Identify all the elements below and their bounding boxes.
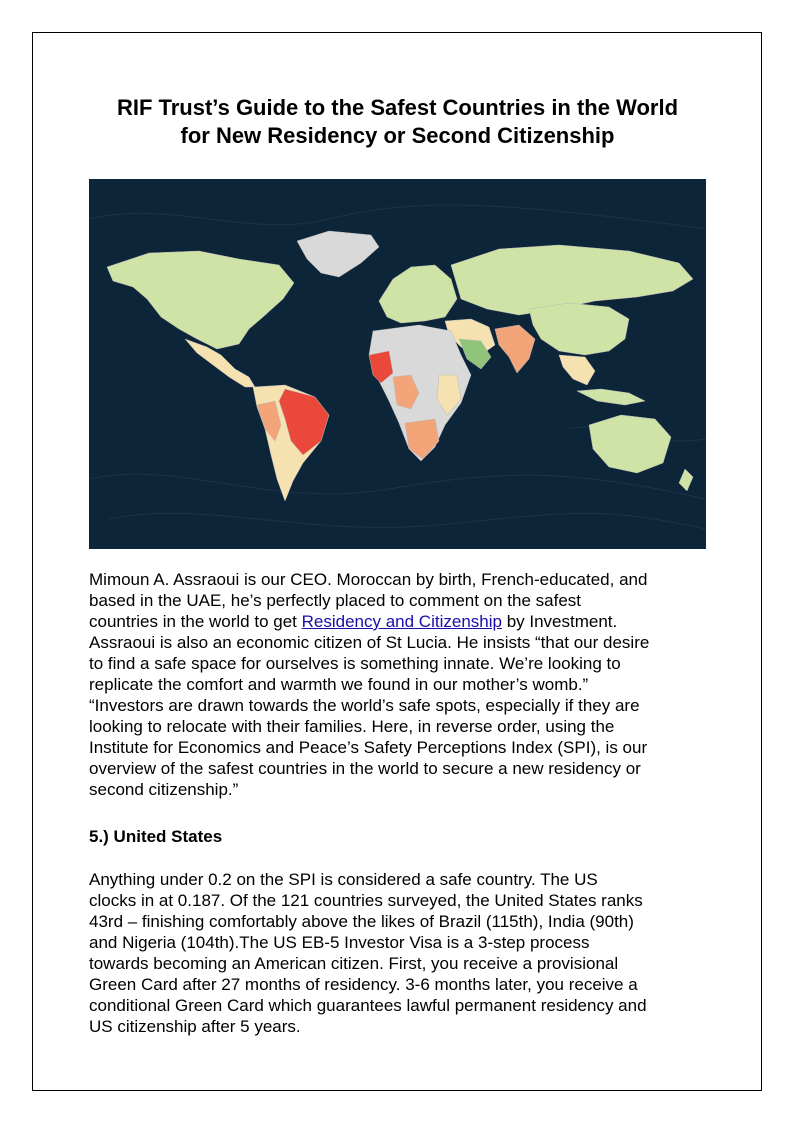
intro-line: based in the UAE, he’s perfectly placed to comment on the safest — [89, 591, 582, 610]
section-line: and Nigeria (104th).The US EB-5 Investor Visa is a 3-step process — [89, 933, 590, 952]
intro-line: second citizenship.” — [89, 780, 239, 799]
intro-paragraph — [89, 569, 709, 800]
world-safety-map — [89, 179, 706, 549]
page-title — [89, 94, 706, 150]
intro-line: to find a safe space for ourselves is something innate. We’re looking to — [89, 654, 621, 673]
intro-line: looking to relocate with their families. Here, in reverse order, using the — [89, 717, 615, 736]
intro-line: Assraoui is also an economic citizen of St Lucia. He insists “that our desire — [89, 633, 650, 652]
intro-line: Mimoun A. Assraoui is our CEO. Moroccan by birth, French-educated, and — [89, 570, 648, 589]
intro-text: by Investment. — [501, 612, 618, 631]
residency-citizenship-link[interactable]: Residency and Citizenship — [301, 612, 502, 631]
intro-line: replicate the comfort and warmth we found in our mother’s womb.” — [89, 675, 589, 694]
intro-line — [89, 611, 709, 632]
intro-line: overview of the safest countries in the world to secure a new residency or — [89, 759, 641, 778]
section-line: 43rd – finishing comfortably above the likes of Brazil (115th), India (90th) — [89, 912, 634, 931]
section-line: conditional Green Card which guarantees lawful permanent residency and — [89, 996, 647, 1015]
section-heading: 5.) United States — [89, 827, 223, 846]
title-line-2: for New Residency or Second Citizenship — [180, 123, 615, 148]
section-line: US citizenship after 5 years. — [89, 1017, 301, 1036]
section-line: Green Card after 27 months of residency. 3-6 months later, you receive a — [89, 975, 638, 994]
intro-line: Institute for Economics and Peace’s Safety Perceptions Index (SPI), is our — [89, 738, 648, 757]
section-line: Anything under 0.2 on the SPI is considered a safe country. The US — [89, 870, 598, 889]
section-paragraph — [89, 869, 709, 1037]
title-line-1: RIF Trust’s Guide to the Safest Countries in the World — [116, 95, 679, 120]
intro-text: countries in the world to get — [89, 612, 302, 631]
intro-line: “Investors are drawn towards the world’s safe spots, especially if they are — [89, 696, 640, 715]
section-line: clocks in at 0.187. Of the 121 countries surveyed, the United States ranks — [89, 891, 643, 910]
section-line: towards becoming an American citizen. First, you receive a provisional — [89, 954, 619, 973]
